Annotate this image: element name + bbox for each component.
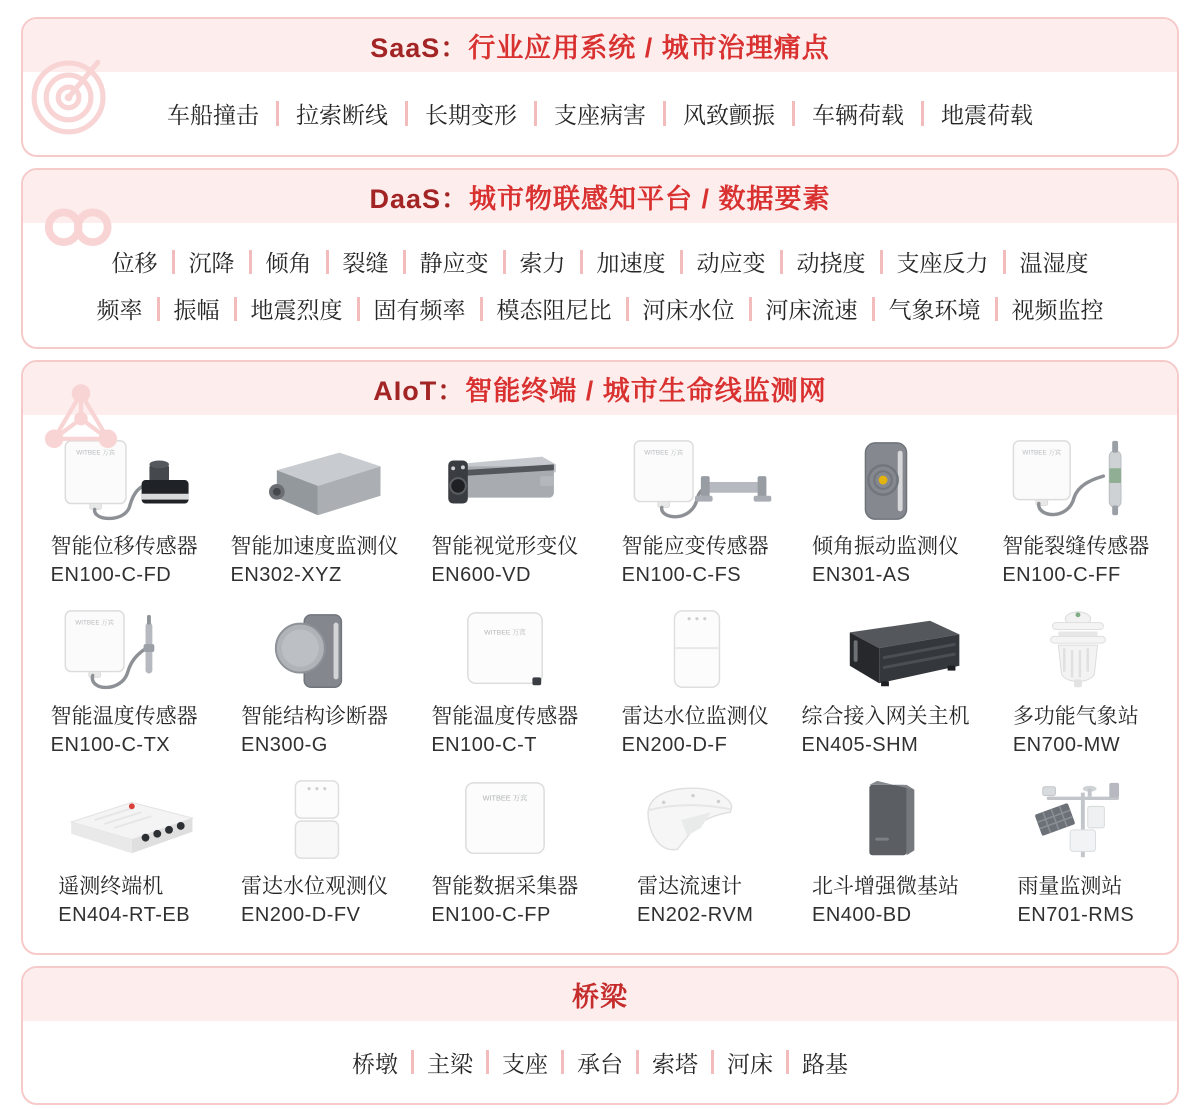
product-name: 智能温度传感器 [431,705,579,728]
product-card [602,607,788,765]
product-model: EN100-C-FF [1002,564,1121,586]
daas-item-label: 气象环境 [888,297,981,323]
bridge-items [23,1021,1177,1103]
product-name: 雷达水位观测仪 [240,875,388,898]
saas-item [775,97,904,130]
daas-item-label: 索力 [519,250,566,276]
bridge-header [23,968,1177,1021]
svg-text:WITBEE 万宾: WITBEE 万宾 [482,793,528,803]
bridge-title-label: 桥梁 [572,982,628,1012]
saas-item-label: 长期变形 [425,102,517,128]
daas-row-2 [23,292,1177,325]
product-model: EN404-RT-EB [58,904,191,926]
daas-item [612,292,735,325]
product-card [221,607,407,765]
product-card [983,437,1169,595]
bridge-item [548,1046,623,1079]
product-name: 智能视觉形变仪 [431,535,579,558]
data-collector-panel-image [416,777,594,867]
product-name: 遥测终端机 [58,875,164,898]
product-caption [801,697,969,758]
product-model: EN100-C-T [431,734,537,756]
bridge-item [352,1046,398,1079]
product-name: 智能裂缝传感器 [1002,535,1150,558]
product-caption [622,697,769,758]
product-name: 雨量监测站 [1017,875,1123,898]
saas-item-label: 风致颤振 [683,102,775,128]
saas-item [646,97,775,130]
product-caption [622,527,769,588]
gateway-host-image [796,607,974,697]
product-name: 综合接入网关主机 [801,705,970,728]
daas-item-label: 固有频率 [373,297,466,323]
bridge-item-label: 支座 [502,1050,548,1077]
vision-camera-image [416,437,594,527]
daas-item [220,292,343,325]
product-card [221,777,407,935]
daas-title-prefix: DaaS： [369,184,470,214]
product-name: 倾角振动监测仪 [811,535,959,558]
product-card [412,607,598,765]
bridge-item-label: 桥墩 [352,1050,398,1077]
aiot-title [373,369,827,408]
product-caption [58,867,190,928]
product-card [983,607,1169,765]
daas-item [981,292,1104,325]
telemetry-terminal-image [35,777,213,867]
daas-body [23,223,1177,347]
beidou-base-station-image [796,777,974,867]
svg-text:WITBEE 万宾: WITBEE 万宾 [644,449,684,457]
white-panel-device-image [416,607,594,697]
product-card [31,437,217,595]
daas-title [369,177,830,216]
daas-item-label: 静应变 [419,250,489,276]
bridge-item [473,1046,548,1079]
product-caption [431,867,578,928]
daas-item [312,245,389,278]
saas-items [23,72,1177,155]
product-caption [1002,527,1149,588]
daas-item-label: 振幅 [173,297,220,323]
daas-item [112,245,158,278]
product-caption [812,527,959,588]
daas-item [97,292,143,325]
svg-text:WITBEE 万宾: WITBEE 万宾 [1022,449,1061,457]
daas-item-label: 河床流速 [765,297,858,323]
product-card [602,437,788,595]
daas-header [23,170,1177,223]
weather-station-image [987,607,1165,697]
radar-water-level-image [606,607,784,697]
product-name: 雷达水位监测仪 [621,705,769,728]
daas-item [389,245,489,278]
saas-item-label: 车辆荷载 [812,102,904,128]
product-card [31,607,217,765]
product-card [792,437,978,595]
product-card [221,437,407,595]
product-model: EN100-C-FS [621,564,742,586]
daas-item-label: 位移 [111,250,158,276]
daas-item [235,245,312,278]
product-card [602,777,788,935]
product-caption [51,697,198,758]
daas-item-label: 动挠度 [796,250,866,276]
saas-item-label: 地震荷载 [941,102,1033,128]
daas-item-label: 河床水位 [642,297,735,323]
product-card [31,777,217,935]
daas-item [143,292,220,325]
product-card [412,777,598,935]
aiot-title-prefix: AIoT： [373,376,466,406]
product-card [412,437,598,595]
product-model: EN400-BD [811,904,912,926]
product-name: 北斗增强微基站 [811,875,959,898]
section-daas [21,168,1179,349]
saas-title-main: 行业应用系统 / 城市治理痛点 [468,33,830,63]
product-model: EN100-C-TX [50,734,171,756]
radar-flow-meter-image [606,777,784,867]
daas-item-label: 视频监控 [1011,297,1104,323]
product-name: 雷达流速计 [636,875,742,898]
bridge-title [572,975,628,1014]
saas-item [904,97,1033,130]
product-caption [1013,697,1139,758]
bridge-item [698,1046,773,1079]
displacement-sensor-image [35,437,213,527]
radar-water-level-2-image [225,777,403,867]
daas-item-label: 动应变 [696,250,766,276]
bridge-item [623,1046,698,1079]
bridge-item-label: 索塔 [652,1050,698,1077]
bridge-item-label: 承台 [577,1050,623,1077]
daas-title-main: 城市物联感知平台 / 数据要素 [469,184,831,214]
daas-item [989,245,1089,278]
product-name: 智能应变传感器 [621,535,769,558]
temperature-sensor-probe-image [35,607,213,697]
product-model: EN200-D-FV [240,904,361,926]
daas-item-label: 频率 [96,297,143,323]
daas-item [735,292,858,325]
product-model: EN202-RVM [636,904,754,926]
product-caption [431,527,578,588]
product-caption [241,867,388,928]
saas-item [259,97,388,130]
daas-item-label: 地震烈度 [250,297,343,323]
daas-item [858,292,981,325]
product-card [983,777,1169,935]
product-model: EN700-MW [1012,734,1121,756]
product-card [792,777,978,935]
bridge-item [398,1046,473,1079]
saas-title [370,26,830,65]
product-model: EN300-G [240,734,328,756]
daas-item [566,245,666,278]
svg-text:WITBEE 万宾: WITBEE 万宾 [483,629,526,637]
daas-item-label: 倾角 [265,250,312,276]
product-caption [230,527,398,588]
tilt-vibration-monitor-image [796,437,974,527]
product-model: EN100-C-FP [431,904,551,926]
saas-item [167,97,259,130]
product-caption [637,867,753,928]
daas-row-1 [23,245,1177,278]
saas-header [23,19,1177,72]
daas-item [666,245,766,278]
saas-item [517,97,646,130]
crack-sensor-image [987,437,1165,527]
daas-item [343,292,466,325]
section-bridge [21,966,1179,1105]
product-name: 智能温度传感器 [50,705,198,728]
daas-item-label: 沉降 [188,250,235,276]
product-model: EN600-VD [431,564,531,586]
bridge-item-label: 河床 [727,1050,773,1077]
product-caption [51,527,198,588]
daas-item-label: 加速度 [596,250,666,276]
svg-text:WITBEE 万宾: WITBEE 万宾 [75,619,115,627]
daas-item-label: 支座反力 [896,250,989,276]
section-aiot [21,360,1179,955]
saas-item-label: 拉索断线 [296,102,388,128]
daas-item [466,292,612,325]
product-name: 智能加速度监测仪 [230,535,399,558]
saas-item [388,97,517,130]
daas-item-label: 模态阻尼比 [496,297,612,323]
bridge-item-label: 路基 [802,1050,848,1077]
product-caption [812,867,959,928]
product-name: 智能数据采集器 [431,875,579,898]
product-model: EN302-XYZ [230,564,342,586]
product-caption [1017,867,1134,928]
product-model: EN701-RMS [1017,904,1135,926]
product-name: 智能结构诊断器 [240,705,388,728]
product-caption [431,697,578,758]
daas-item [866,245,989,278]
saas-item-label: 支座病害 [554,102,646,128]
daas-item-label: 温湿度 [1019,250,1089,276]
saas-item-label: 车船撞击 [167,102,259,128]
section-saas [21,17,1179,157]
bridge-item-label: 主梁 [427,1050,473,1077]
structure-diagnoser-image [225,607,403,697]
strain-sensor-image [606,437,784,527]
daas-item [489,245,566,278]
bridge-item [773,1046,848,1079]
product-caption [241,697,388,758]
svg-text:WITBEE 万宾: WITBEE 万宾 [76,449,116,457]
product-name: 智能位移传感器 [50,535,198,558]
product-name: 多功能气象站 [1012,705,1139,728]
product-card [792,607,978,765]
product-model: EN100-C-FD [50,564,172,586]
daas-item [766,245,866,278]
product-model: EN405-SHM [801,734,919,756]
product-model: EN200-D-F [621,734,728,756]
rain-station-image [987,777,1165,867]
aiot-product-grid [23,415,1177,953]
acceleration-monitor-image [225,437,403,527]
aiot-title-main: 智能终端 / 城市生命线监测网 [465,376,827,406]
daas-item [158,245,235,278]
daas-item-label: 裂缝 [342,250,389,276]
aiot-header [23,362,1177,415]
saas-title-prefix: SaaS： [370,33,469,63]
product-model: EN301-AS [811,564,911,586]
